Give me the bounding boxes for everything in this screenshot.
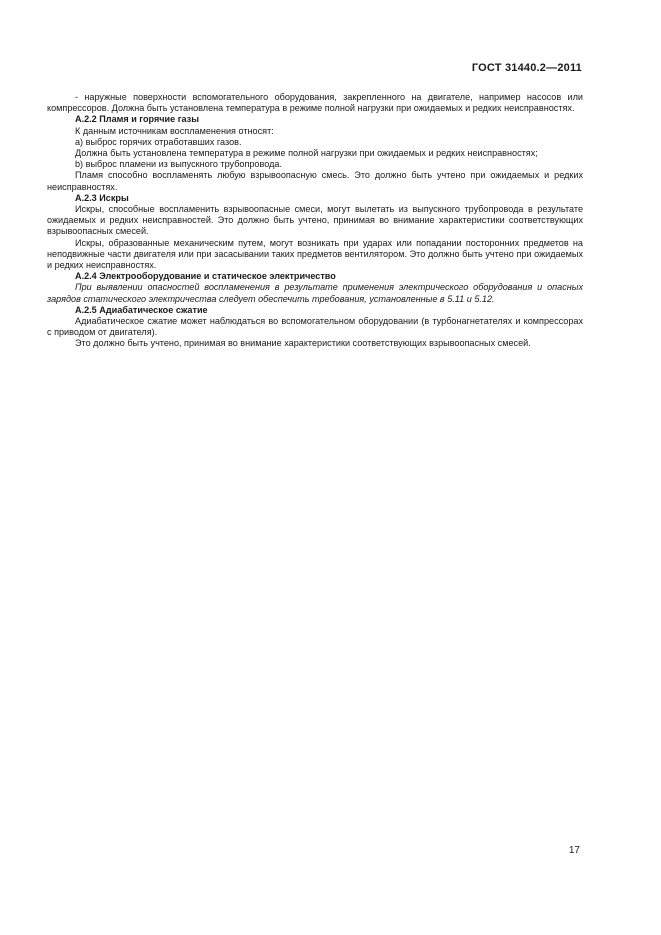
- paragraph: Пламя способно воспламенять любую взрывоопасную смесь. Это должно быть учтено при ожидаемых и редких неисправностях.: [47, 170, 583, 192]
- list-item: b) выброс пламени из выпускного трубопровода.: [75, 159, 282, 170]
- paragraph: Искры, образованные механическим путем, могут возникать при ударах или попадании посторонних предметов на неподвижные части двигателя или при засасывании таких предметов вентилятором. Это должно быть учтено при ожидаемых и редких неисправностях.: [47, 237, 583, 271]
- document-body: [47, 92, 583, 350]
- section-heading-a25: А.2.5 Адиабатическое сжатие: [75, 304, 208, 315]
- section-heading-a22: А.2.2 Пламя и горячие газы: [75, 114, 199, 125]
- paragraph: Адиабатическое сжатие может наблюдаться во вспомогательном оборудовании (в турбонагнетателях и компрессорах с приводом от двигателя).: [47, 316, 583, 338]
- list-item: a) выброс горячих отработавших газов.: [75, 136, 242, 147]
- paragraph: Искры, способные воспламенить взрывоопасные смеси, могут вылетать из выпускного трубопровода в результате ожидаемых и редких неисправностей. Это должно быть учтено, принимая во внимание характеристики соответствующих взрывоопасных смесей.: [47, 204, 583, 237]
- paragraph: Это должно быть учтено, принимая во внимание характеристики соответствующих взрывоопасных смесей.: [75, 338, 531, 349]
- paragraph: Должна быть установлена температура в режиме полной нагрузки при ожидаемых и редких неисправностях;: [75, 148, 538, 159]
- section-heading-a24: А.2.4 Электрооборудование и статическое электричество: [75, 271, 336, 282]
- paragraph-italic: При выявлении опасностей воспламенения в результате применения электрического оборудования и опасных зарядов статического электричества следует обеспечить требования, установленные в 5.11 и 5.12.: [47, 282, 583, 304]
- document-code: ГОСТ 31440.2—2011: [471, 62, 582, 74]
- section-heading-a23: А.2.3 Искры: [75, 192, 129, 203]
- paragraph: - наружные поверхности вспомогательного оборудования, закрепленного на двигателе, например насосов или компрессоров. Должна быть установлена температура в режиме полной нагрузки при ожидаемых и редких неисправностях.: [47, 92, 583, 114]
- paragraph: К данным источникам воспламенения относят:: [75, 125, 274, 136]
- page-number: 17: [568, 845, 580, 856]
